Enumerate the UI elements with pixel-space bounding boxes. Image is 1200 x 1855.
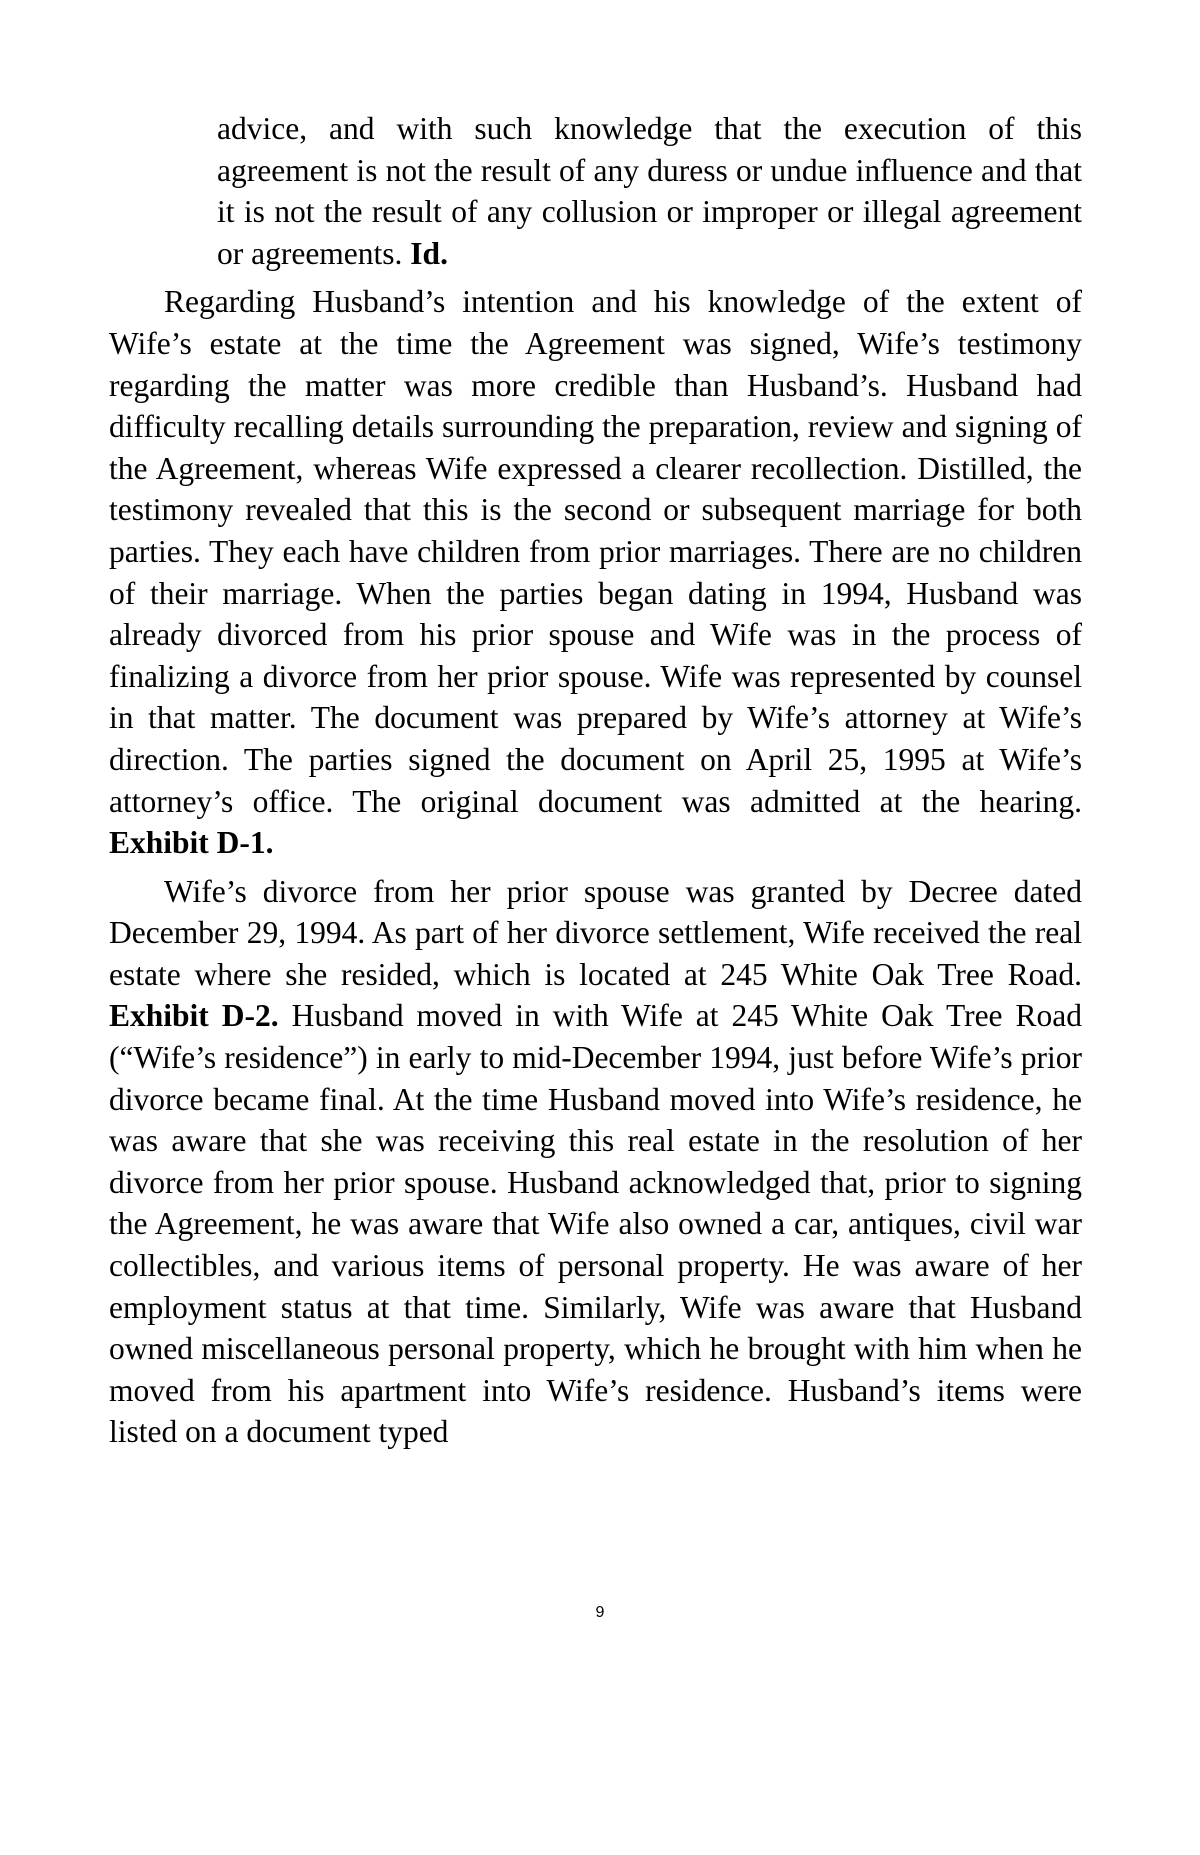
paragraph-2-text-after: Husband moved in with Wife at 245 White Oak Tree Road (“Wife’s residence”) in early to mid-December 1994, just before Wife’s prior divorce became final. At the time Husband moved into Wife’s residence, he was aware that she was receiving this real estate in the resolution of her divorce from her prior spouse. Husband acknowledged that, prior to signing the Agreement, he was aware that Wife also owned a car, antiques, civil war collectibles, and various items of personal property. He was aware of her employment status at that time. Similarly, Wife was aware that Husband owned miscellaneous personal property, which he brought with him when he moved from his apartment into Wife’s residence. Husband’s items were listed on a document typed [109,998,1082,1450]
quote-citation: Id. [410,235,448,271]
exhibit-d2-reference: Exhibit D-2. [109,998,279,1034]
page-number: 9 [595,1604,605,1621]
exhibit-d1-reference: Exhibit D-1. [109,825,274,861]
block-quote [217,108,1082,274]
paragraph-prior-divorce [109,871,1082,1453]
paragraph-2-text-before: Wife’s divorce from her prior spouse was granted by Decree dated December 29, 1994. As part of her divorce settlement, Wife received the real estate where she resided, which is located at 245 White Oak Tree Road. [109,873,1082,992]
body-text [109,108,1082,1453]
paragraph-husband-intention [109,281,1082,863]
quote-text: advice, and with such knowledge that the execution of this agreement is not the result of any duress or undue influence and that it is not the result of any collusion or improper or illegal agreement or agreements. [217,111,1082,271]
paragraph-1-text: Regarding Husband’s intention and his knowledge of the extent of Wife’s estate at the time the Agreement was signed, Wife’s testimony regarding the matter was more credible than Husband’s. Husband had difficulty recalling details surrounding the preparation, review and signing of the Agreement, whereas Wife expressed a clearer recollection. Distilled, the testimony revealed that this is the second or subsequent marriage for both parties. They each have children from prior marriages. There are no children of their marriage. When the parties began dating in 1994, Husband was already divorced from his prior spouse and Wife was in the process of finalizing a divorce from her prior spouse. Wife was represented by counsel in that matter. The document was prepared by Wife’s attorney at Wife’s direction. The parties signed the document on April 25, 1995 at Wife’s attorney’s office. The original document was admitted at the hearing. [109,284,1082,819]
